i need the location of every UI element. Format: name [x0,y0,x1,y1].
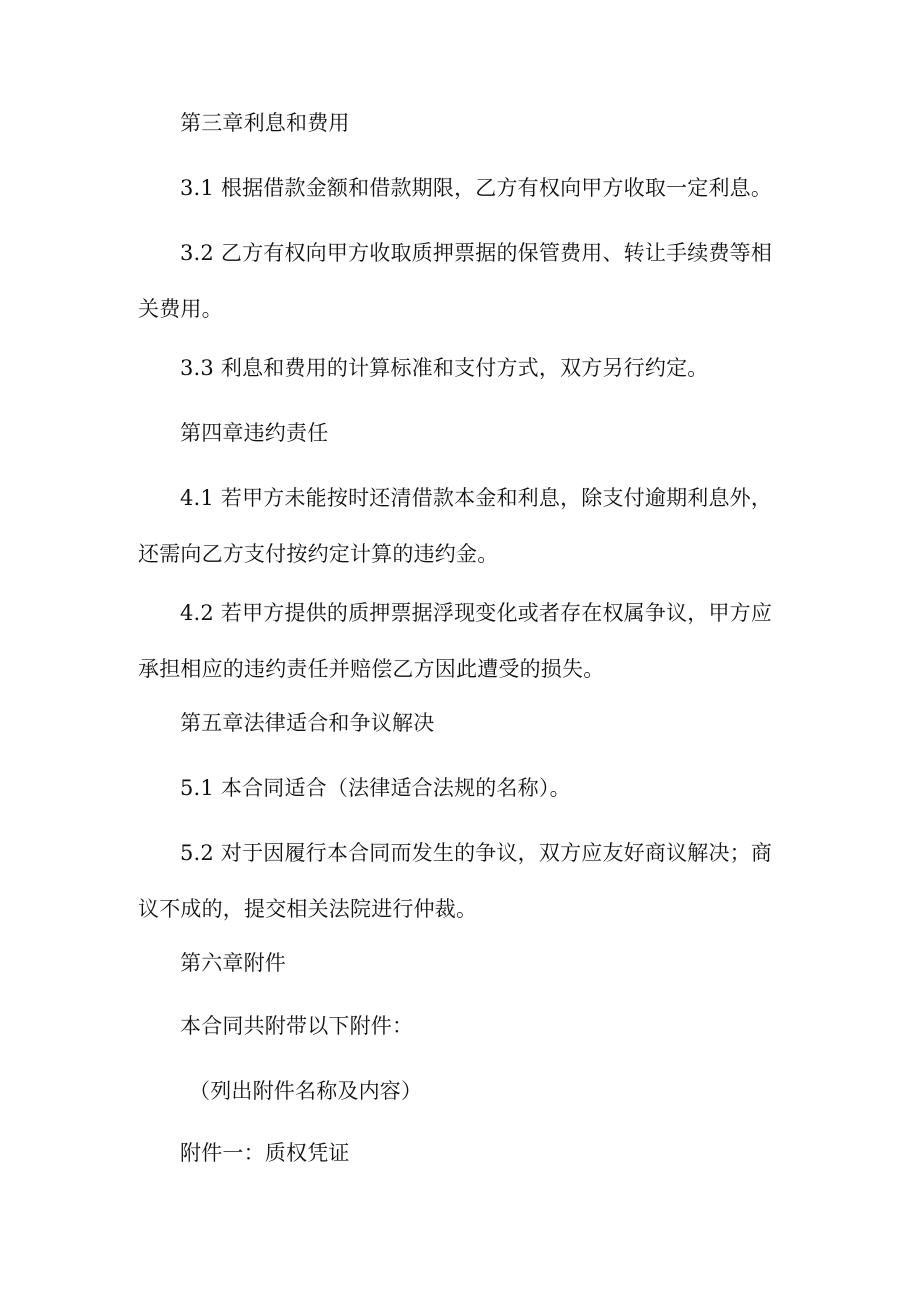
attachments-intro: 本合同共附带以下附件： [180,1014,414,1038]
chapter-3-heading: 第三章利息和费用 [180,111,350,135]
chapter-5-heading: 第五章法律适合和争议解决 [180,711,435,735]
clause-5-2: 5.2 对于因履行本合同而发生的争议，双方应友好商议解决；商议不成的，提交相关法院进行仲裁。 [138,841,773,921]
clause-3-1: 3.1 根据借款金额和借款期限，乙方有权向甲方收取一定利息。 [180,176,773,200]
clause-5-1: 5.1 本合同适合（法律适合法规的名称）。 [180,776,571,800]
attachments-placeholder: （列出附件名称及内容） [189,1079,423,1103]
chapter-4-heading: 第四章违约责任 [180,421,329,445]
clause-4-2: 4.2 若甲方提供的质押票据浮现变化或者存在权属争议，甲方应承担相应的违约责任并赔偿乙方因此遭受的损失。 [138,601,773,681]
attachment-1: 附件一：质权凭证 [180,1141,350,1165]
clause-3-3: 3.3 利息和费用的计算标准和支付方式，双方另行约定。 [180,356,709,380]
clause-4-1: 4.1 若甲方未能按时还清借款本金和利息，除支付逾期利息外，还需向乙方支付按约定计算的违约金。 [138,486,773,566]
chapter-6-heading: 第六章附件 [180,951,286,975]
clause-3-2: 3.2 乙方有权向甲方收取质押票据的保管费用、转让手续费等相关费用。 [138,241,773,321]
